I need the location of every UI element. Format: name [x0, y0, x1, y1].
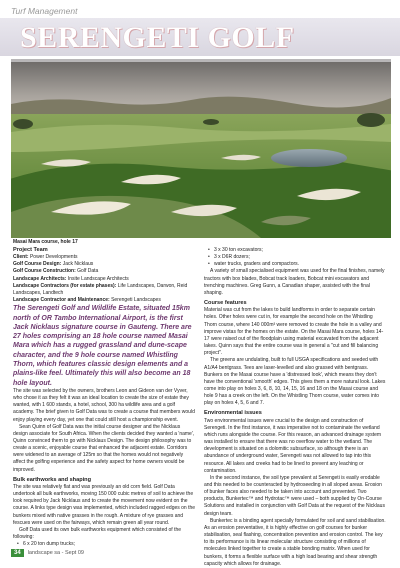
body-paragraph: The greens are undulating, built to full USGA specifications and seeded with A1/A4 bentgrass. Tees are laser-levelled and also grassed with bentgrass. Bunkers on the Masai course have a 'distressed look', which means they don't have the conventional 'smooth' edges. This gives them a more natural look. Lakes come into play on holes 3, 6, 8, 10, 14, 15, 16 and 18 on the Masai course and hole 9 has a creek on the left. On the Whistling Thorn course, water comes into play on holes 4, 5, 6 and 7.	[204, 357, 386, 407]
right-column	[204, 247, 387, 568]
list-item: • water trucks, graders and compactors.	[210, 261, 387, 268]
credit-landscape-architects	[13, 276, 196, 283]
body-paragraph: Bunkertec is a binding agent specially formulated for soil and sand stabilisation. As an erosion preventative, it is highly effective on golf courses for bunker stabilisation, seal flashing, concentration prevention and erosion control. The key to its performance is its linear molecular structure consisting of millions of molecules linked together to create a stable bonding matrix. When used for bunkers, it forms a flexible surface with a high load bearing and shear strength capacity which allows for drainage.	[204, 517, 386, 567]
credit-client	[13, 254, 196, 261]
body-paragraph: Material was cut from the lakes to build landforms in order to separate certain holes. Other holes were cut in, for example the second hole on the Whistling Thorn course, where 140 000m³ were removed to create the hole in a valley and improve vistas for the homes on the estate. On the Masai Mara course, holes 14-17 were raised out of the floodplain using material excavated from the adjacent lakes. Quinn says that the entire course was in general a "cut and fill balancing project".	[204, 307, 384, 357]
body-paragraph: Two environmental issues were crucial to the design and construction of Serengeti. In the first instance, it was imperative not to contaminate the wetland which runs alongside the course. For this reason, an advanced drainage system was installed to ensure that there was no overflow water to the wetland. The development is situated on a dolomitic subsurface, so although there is an abundance of underground water, Serengeti was not allowed to tap into this resource. All lakes and creeks had to be lined to prevent any leaching or contamination.	[204, 417, 382, 474]
credit-value: Power Developments	[29, 254, 78, 261]
credit-label: Client:	[13, 254, 29, 261]
credit-value: Insite Landscape Architects	[67, 275, 129, 282]
credit-label: Golf Course Construction:	[13, 268, 76, 275]
credit-landscape-contractors	[13, 283, 196, 297]
body-paragraph: The site was relatively flat and was previously an old corn field. Golf Data undertook all bulk earthworks, moving 150 000 cubic metres of soil to achieve the look required by Jack Nicklaus and to create the movement now evident on the course. A links type design was implemented, which included ragged edges on the bunkers mixed with native grasses in the rough. A mixture of rye grasses and fescues were used on the fairways, which remain green all year round.	[13, 483, 196, 526]
bulk-earthworks-heading: Bulk earthworks and shaping	[13, 476, 92, 483]
section-label: Turf Management	[11, 6, 78, 16]
intro-paragraph: The Serengeti Golf and Wildlife Estate, situated 15km north of OR Tambo International Airport, is the first Jack Nicklaus signature course in Gauteng. There are 27 holes comprising an 18 hole course named Masai Mara which has a rugged grassland and dune-scape character, and the 9 hole course named Whistling Thorn, which features classic design elements and a plains-like feel. Ultimately this will also become an 18 hole layout.	[13, 305, 192, 387]
photo-caption: Masai Mara course, hole 17	[13, 239, 78, 245]
publication-name: landscape sa - Sept 09	[27, 550, 84, 556]
golf-course-image	[11, 62, 391, 238]
credit-label: Golf Course Design:	[13, 261, 62, 268]
list-item: • 6 x 20 ton dump trucks;	[19, 541, 196, 548]
equipment-list-continued	[204, 247, 387, 268]
body-paragraph: The site was selected by the owners, brothers Leon and Gideon van der Vyver, who chose it as they felt it was an ideal location to create the size of estate they wanted, with 1 600 stands, a hotel, school, 300 ha wildlife area and a golf academy. The brief given to Golf Data was to create a course that members would enjoy playing every day, yet one that could still host a championship event.	[13, 387, 195, 423]
page-number: 34	[11, 549, 24, 557]
credit-label: Landscape Contractors (for estate phases):	[13, 282, 117, 289]
body-paragraph: In the second instance, the soil type prevalent at Serengeti is easily erodable and this needed to be counteracted by hydroseeding in all sloped areas. Erosion of bunker faces also needed to be taken into account and prevented. Two products, Bunkertec™ and Hydrotac™ were used – both supplied by On-Course Solutions and installed in conjunction with Golf Data at the request of the Nicklaus design team.	[204, 474, 385, 517]
page-title: SERENGETI GOLF	[20, 21, 294, 54]
credit-value: Golf Data	[77, 268, 99, 275]
credit-golf-course-construction	[13, 268, 196, 275]
list-item: • 3 x D6R dozers;	[210, 254, 387, 261]
body-paragraph: Sean Quinn of Golf Data was the initial course designer and the Nicklaus design associate for South Africa. When the clients decided they wanted a 'name', Quinn convinced them to go with Nicklaus Design. The design philosophy was to create a scenic, enjoyable course that enhanced the adjacent estate. Corridors were widened to an average of 125m so that the homes would not negatively affect the golfing experience and the safety aspect for home owners would be improved.	[13, 423, 195, 473]
body-paragraph: Golf Data used its own bulk earthworks equipment which consisted of the following:	[13, 526, 182, 541]
list-item: • 3 x 30 ton excavators;	[210, 247, 387, 254]
credit-value: Life Landscapes, Darwon, Reid Landscapes, Landtech	[13, 282, 188, 296]
project-team-heading: Project Team	[13, 247, 48, 253]
environmental-issues-heading: Environmental issues	[204, 410, 262, 417]
course-features-heading: Course features	[204, 300, 247, 307]
credit-landscape-maintenance	[13, 297, 196, 304]
page-footer	[11, 549, 84, 557]
credit-label: Landscape Architects:	[13, 275, 67, 282]
credit-label: Landscape Contractor and Maintenance:	[13, 297, 110, 304]
equipment-list	[13, 541, 196, 548]
course-photo	[11, 59, 391, 238]
credit-value: Jack Nicklaus	[62, 261, 94, 268]
body-paragraph: A variety of small specialised equipment was used for the final finishes, namely tractors with box blades, Bobcat track loaders, Bobcat mini excavators and trenching machines. Greg Gunn, a Canadian shaper, assisted with the final shaping.	[204, 268, 385, 296]
credit-value: Serengeti Landscapes	[111, 297, 161, 304]
left-column	[13, 247, 196, 548]
credit-golf-course-design	[13, 261, 196, 268]
